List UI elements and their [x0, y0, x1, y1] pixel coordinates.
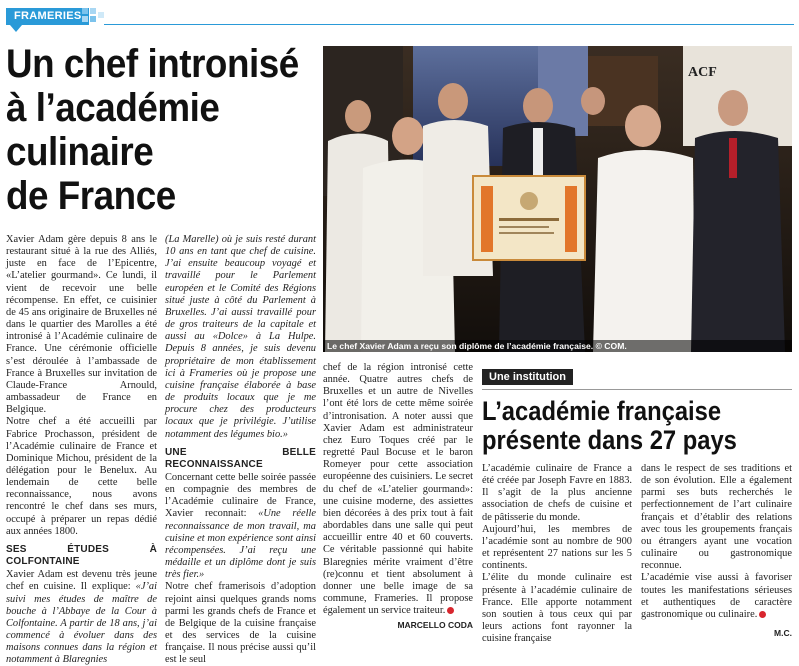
article-headline — [6, 42, 299, 218]
paragraph: L’académie culinaire de France a été créée par Joseph Favre en 1883. Il s’agit de la plus ancienne association de chefs de cuisine et de pâtisserie du monde. — [482, 463, 632, 523]
text: chef de la région intronisé cette année. Quatre autres chefs de Bruxelles et un autre de Nivelles l’ont été lors de cette même soirée d’intronisation. A noter aussi que Xavier Adam est administrateur chez Euro Toques créé par le regretté Paul Bocuse et le baron Romeyer pour cette association européenne des cuisiniers. Le secret du chef de «L’atelier gourmand»: une cuisine moderne, des assiettes bien décorées à des prix tout à fait abordables dans une salle qui peut accueillir entre 40 et 60 couverts. Ce véritable passionné qui habite Blaregnies mérite vraiment d’être (re)connu et tient absolument à donner une belle image de sa commune, Frameries. Il propose également un service traiteur. — [323, 362, 473, 617]
paragraph: Xavier Adam gère depuis 8 ans le restaurant situé à la rue des Alliés, juste en face de l’Epicentre, «L’atelier gourmand». Ce lundi, il vient de recevoir une belle récompense. En effet, ce cuisinier de 45 ans originaire de Bruxelles né dans le quartier des Marolles a été intronisé à l’Académie culinaire de France. Une cérémonie officielle s’est déroulée à l’ambassade de France à Bruxelles sur invitation de Claude-France Arnould, ambassadeur de France en Belgique. — [6, 234, 157, 416]
paragraph — [641, 572, 792, 621]
paragraph: Aujourd’hui, les membres de l’académie sont au nombre de 900 et représentent 27 nations sur les 5 continents. — [482, 523, 632, 572]
end-mark-icon — [447, 607, 454, 614]
sidebar-rule — [482, 389, 792, 390]
headline-line: Un chef intronisé — [6, 42, 299, 86]
text: Concernant cette belle soirée passée en compagnie des membres de l’Académie culinaire de France, Xavier reconnait: — [165, 471, 316, 520]
paragraph: L’élite du monde culinaire est présente à l’académie culinaire de France. Elle apporte notamment son soutien à tous ceux qui par leurs actions font rayonner la cuisine française — [482, 572, 632, 645]
author-signature: M.C. — [774, 628, 792, 639]
paragraph — [165, 472, 316, 581]
headline-line: présente dans 27 pays — [482, 425, 737, 455]
sidebar-headline — [482, 397, 757, 455]
paragraph: dans le respect de ses traditions et de son évolution. Elle a également parmi ses buts recherchés le perfectionnement de l’art culinaire français et d’établir des relations avec tous les groupements français ou étrangers ayant une vocation culinaire ou gastronomique reconnue. — [641, 463, 792, 572]
headline-line: culinaire — [6, 130, 154, 174]
headline-line: de France — [6, 174, 176, 218]
subheading: SES ÉTUDES À COLFONTAINE — [6, 543, 157, 568]
paragraph — [323, 362, 473, 617]
tag-arrow-icon — [10, 25, 22, 32]
ceremony-photo — [323, 46, 792, 352]
text: L’académie vise aussi à favoriser toutes les manifestations sérieuses et authentiques de caractère gastronomique ou culinaire. — [641, 572, 792, 620]
acf-banner-text: ACF — [688, 65, 717, 80]
section-tag: FRAMERIES — [6, 8, 89, 25]
quote: «J’ai suivi mes études de maître de bouche à l’Abbaye de la Cour à Colfontaine. A partir de 18 ans, j’ai commencé à évoluer dans des maisons connues dans la région et notamment à Blaregnies — [6, 581, 157, 666]
article-column-1 — [6, 234, 157, 666]
section-rule — [104, 24, 794, 25]
paragraph: Notre chef framerisois d’adoption rejoint ainsi quelques grands noms parmi les grands chefs de France et de Belgique de la cuisine française et des services de la cuisine française. Il nous précise aussi qu’il est le seul — [165, 581, 316, 666]
sidebar-column-2 — [641, 463, 792, 639]
quote: (La Marelle) où je suis resté durant 10 ans en tant que chef de cuisine. J’ai ensuite beaucoup voyagé et travaillé pour le Parlement européen et le Comité des Régions situé juste à côté du Parlement à Bruxelles. J’ai aussi travaillé pour de gros traiteurs de la capitale et aussi au «Dolce» à La Hulpe. Depuis 8 années, je suis devenu propriétaire de mon établissement ici à Frameries où je propose une cuisine française élaborée à base de produits locaux que je me procure chez des producteurs locaux que je privilégie. J’utilise notamment des légumes bio.» — [165, 234, 316, 440]
quote: «Une réelle reconnaissance de mon travail, ma cuisine et mon expérience sont ainsi récompensées. J’ai reçu une médaille et un diplôme dont je suis très fier.» — [165, 508, 316, 581]
sidebar-tag: Une institution — [482, 369, 573, 385]
end-mark-icon — [759, 611, 766, 618]
subheading: UNE BELLE RECONNAISSANCE — [165, 446, 316, 470]
author-signature: MARCELLO CODA — [397, 620, 473, 631]
text: Xavier Adam est devenu très jeune chef en cuisine. Il explique: — [6, 569, 157, 593]
paragraph — [6, 569, 157, 666]
article-column-2 — [165, 234, 316, 666]
tag-decoration — [80, 8, 104, 25]
article-column-3 — [323, 362, 473, 631]
photo-caption: Le chef Xavier Adam a reçu son diplôme de l’académie française. © COM. — [323, 340, 792, 352]
article-photo — [323, 46, 792, 352]
paragraph: Notre chef a été accueilli par Fabrice Prochasson, président de l’Académie culinaire de France et Dominique Michou, président de la délégation pour le Benelux. Au lendemain de cette belle reconnaissance, nous avons rencontré le chef dans ses murs, occupé à préparer un repas dédié aux années 1800. — [6, 416, 157, 537]
headline-line: L’académie française — [482, 396, 722, 426]
sidebar-column-1 — [482, 463, 632, 645]
headline-line: à l’académie — [6, 86, 220, 130]
